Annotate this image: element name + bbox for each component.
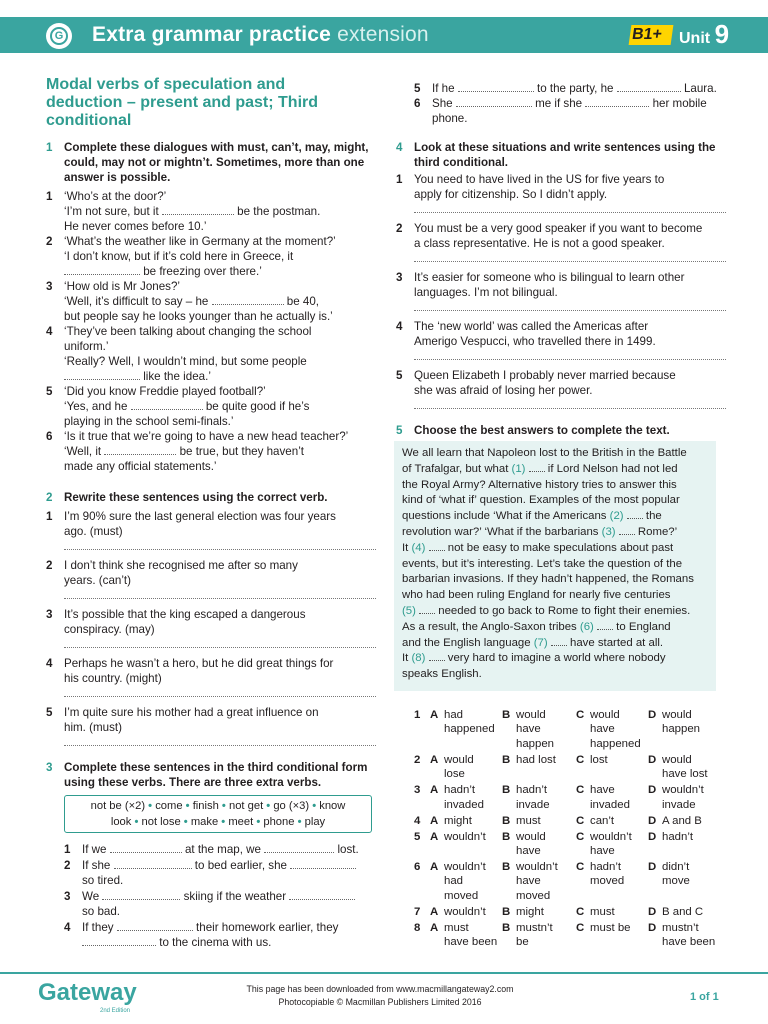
option-letter: B [502,905,511,918]
question-number: 8 [414,921,421,934]
page-header [0,17,768,53]
answer-row [396,814,736,830]
list-item [396,221,726,262]
item-line: to the cinema with us. [82,935,376,950]
text-line: We all learn that Napoleon lost to the British in the Battle [402,447,687,459]
exercise-number: 2 [46,491,53,504]
list-item [46,279,376,324]
item-number: 3 [396,271,403,284]
gap-number: (3) [601,525,616,538]
list-item [46,324,376,384]
question-number: 6 [414,860,421,873]
item-number: 6 [414,97,421,110]
option-text: lost [590,753,608,766]
item-line: so tired. [82,874,124,887]
item-number: 2 [46,559,53,572]
list-item [396,319,726,360]
option-text: hadn’t invaded [444,784,484,811]
exercise-3 [46,760,376,790]
exercise-4 [396,140,726,417]
item-line: conspiracy. (may) [64,623,155,636]
item-line: ‘Well, it be true, but they haven’t [64,445,304,458]
answer-line[interactable] [414,261,726,262]
option-letter: B [502,830,511,843]
verb-option: make [190,816,219,828]
option-letter: C [576,860,585,873]
option-text: had lost [516,753,556,766]
item-number: 4 [46,657,53,670]
title-main: Extra grammar practice [92,23,332,46]
exercise-instruction: Look at these situations and write sentences using the third conditional. [414,141,716,169]
list-item [46,384,376,429]
question-number: 4 [414,814,421,827]
answer-blank[interactable] [290,858,356,869]
item-line: ‘Really? Well, I wouldn’t mind, but some people [64,355,307,368]
gap-number: (6) [579,620,594,633]
item-line: Amerigo Vespucci, who travelled there in 1499. [414,335,656,348]
answer-blank[interactable] [456,96,532,107]
item-line: If we at the map, we lost. [82,843,359,856]
verb-option: phone [263,816,295,828]
option-letter: D [648,814,657,827]
text-line: (5) needed to go back to Rome to fight their enemies. [402,604,691,617]
copyright: Photocopiable © Macmillan Publishers Limited 2016 [278,997,482,1007]
item-line: ‘Who’s at the door?’ [64,190,167,203]
option-letter: B [502,784,511,797]
list-item [46,234,376,279]
answer-blank[interactable] [117,920,193,931]
unit-label: Unit 9 [679,19,730,49]
option-letter: A [430,921,439,934]
option-text: must have been [444,921,498,949]
item-line: I’m 90% sure the last general election was four years [64,510,336,523]
option-text: have invaded [590,784,630,811]
list-item [396,172,726,213]
option-text: would have lost [662,753,708,781]
option-letter: D [648,905,657,918]
answer-options [396,708,736,951]
answer-line[interactable] [64,745,376,746]
exercise-instruction: Choose the best answers to complete the text. [414,424,670,437]
text-line: revolution war?’ ‘What if the barbarians (3) Rome?’ [402,525,678,538]
list-item [46,509,376,550]
option-text: didn’t move [662,860,690,888]
answer-gap[interactable] [429,651,445,661]
answer-blank[interactable] [131,399,203,410]
exercise-number: 3 [46,761,53,774]
exercise-3-items-continued [414,81,724,126]
answer-line[interactable] [64,598,376,599]
answer-blank[interactable] [585,96,649,107]
answer-gap[interactable] [429,541,445,551]
verb-option: go (×3) [273,800,310,812]
answer-blank[interactable] [64,369,140,380]
answer-gap[interactable] [597,620,613,630]
text-line: events, but it’s interesting. Let’s take the question of the [402,557,683,570]
answer-line[interactable] [64,696,376,697]
item-line: be freezing over there.’ [64,264,376,279]
option-text: must [590,905,615,918]
option-text: would lose [444,753,474,781]
answer-blank[interactable] [102,889,180,900]
item-line: but people say he looks younger than he actually is.’ [64,310,333,323]
item-line: It’s easier for someone who is bilingual to learn other [414,271,685,284]
bullet-dot: • [145,800,156,812]
answer-blank[interactable] [264,842,334,853]
option-text: mustn’t be [516,921,553,949]
gap-number: (1) [511,462,526,475]
option-text: B and C [662,905,704,918]
option-letter: C [576,709,585,721]
footer-divider [0,972,768,974]
text-line: the Royal Army? Alternative history tries to answer this [402,478,677,491]
item-line: like the idea.’ [64,369,376,384]
item-line: We skiing if the weather [82,889,376,904]
item-line: I don’t think she recognised me after so many [64,559,298,572]
item-line: ‘I’m not sure, but it be the postman. [64,205,321,218]
footer-note [200,983,560,1009]
option-text: must [516,814,541,827]
answer-blank[interactable] [617,81,681,92]
item-line: languages. I’m not bilingual. [414,286,558,299]
option-letter: A [430,709,439,721]
item-line: years. (can’t) [64,574,132,587]
gateway-logo: Gateway [38,979,137,1006]
option-letter: C [576,753,585,766]
question-number: 5 [414,830,421,843]
item-number: 2 [396,222,403,235]
exercise-instruction: Complete these dialogues with must, can’t, may, might, could, may not or mightn’t. Sometimes, more than one answer is possible. [64,141,369,184]
text-line: and the English language (7) have started at all. [402,636,664,649]
verb-box [64,795,372,833]
option-letter: C [576,921,585,934]
page-number: 1 of 1 [690,991,719,1003]
item-line: a class representative. He is not a good speaker. [414,237,665,250]
bullet-dot: • [182,800,193,812]
item-line: If they their homework earlier, they [82,921,339,934]
item-line: You must be a very good speaker if you want to become [414,222,703,235]
item-line: made any official statements.’ [64,460,217,473]
option-letter: A [430,784,439,797]
answer-line[interactable] [64,647,376,648]
option-letter: D [648,753,657,766]
list-item [46,189,376,234]
bullet-dot: • [131,816,142,828]
option-text: wouldn’t [444,830,486,843]
item-number: 5 [396,369,403,382]
bullet-dot: • [263,800,274,812]
item-line: ago. (must) [64,525,123,538]
answer-blank[interactable] [82,935,156,946]
question-number: 7 [414,905,421,918]
item-line: If she to bed earlier, she [82,858,376,873]
option-letter: D [648,709,657,721]
title-extension: extension [337,23,429,46]
bullet-dot: • [218,816,229,828]
option-text: A and B [662,814,702,827]
answer-blank[interactable] [110,842,182,853]
item-number: 3 [46,608,53,621]
item-number: 6 [46,430,53,443]
section-title: Modal verbs of speculation and deduction – present and past; Third conditional [46,76,319,129]
option-text: wouldn’t invade [662,784,704,811]
item-line: she was afraid of losing her power. [414,384,593,397]
option-text: would have happen [516,709,555,750]
exercise-2 [46,490,376,754]
item-line: ‘They’ve been talking about changing the school [64,325,312,338]
item-line: If he to the party, he Laura. [432,82,717,95]
verb-option: finish [192,800,219,812]
download-note: This page has been downloaded from www.macmillangateway2.com [246,984,514,994]
bullet-dot: • [180,816,191,828]
answer-row [396,783,736,813]
option-text: would happen [662,709,701,736]
reading-text-box [394,441,716,691]
list-item [46,429,376,474]
answer-row [396,753,736,783]
option-letter: A [430,905,439,918]
list-item [64,889,376,919]
item-line: ‘Well, it’s difficult to say – he be 40, [64,295,320,308]
option-letter: A [430,753,439,766]
verb-option: come [155,800,183,812]
list-item [46,705,376,746]
option-text: might [516,905,544,918]
answer-line[interactable] [414,310,726,311]
option-text: had happened [444,709,495,736]
text-line: As a result, the Anglo-Saxon tribes (6) to England [402,620,671,633]
item-number: 4 [64,921,71,934]
option-text: must be [590,921,631,934]
item-line: ‘What’s the weather like in Germany at the moment?’ [64,235,336,248]
item-line: The ‘new world’ was called the Americas after [414,320,649,333]
option-letter: A [430,860,439,873]
answer-blank[interactable] [162,204,234,215]
question-number: 2 [414,753,421,766]
answer-gap[interactable] [419,604,435,614]
exercise-instruction: Rewrite these sentences using the correct verb. [64,491,328,504]
text-line: questions include ‘What if the Americans (2) the [402,510,662,523]
item-line: He never comes before 10.’ [64,220,207,233]
option-text: mustn’t have been [662,921,716,949]
item-number: 1 [46,190,53,203]
text-line: who had been ruling England for nearly five centuries [402,589,671,602]
verb-option: not lose [141,816,181,828]
unit-number: 9 [714,19,730,49]
list-item [414,81,724,96]
list-item [64,842,376,857]
option-letter: D [648,921,657,934]
exercise-1 [46,140,376,474]
item-number: 3 [46,280,53,293]
option-text: wouldn’t had moved [444,860,486,902]
answer-row [396,860,736,905]
question-number: 3 [414,784,421,797]
exercise-number: 5 [396,424,403,437]
answer-line[interactable] [414,359,726,360]
level-badge: B1+ [629,25,674,45]
verb-option: play [304,816,326,828]
option-text: can’t [590,814,615,827]
gap-number: (5) [402,604,416,617]
text-line: It (4) not be easy to make speculations about past [402,541,674,554]
grammar-logo-icon: G [46,23,72,49]
bullet-dot: • [218,800,229,812]
option-letter: D [648,784,657,797]
text-line: kind of ‘what if’ question. Examples of the most popular [402,494,680,507]
item-line: uniform.’ [64,340,109,353]
item-line: him. (must) [64,721,122,734]
option-text: might [444,814,472,827]
option-text: hadn’t invade [516,784,550,811]
option-text: would have happened [590,709,641,750]
gap-number: (2) [609,510,624,523]
answer-gap[interactable] [619,525,635,535]
item-line: Queen Elizabeth I probably never married because [414,369,676,382]
answer-row [396,905,736,921]
item-number: 5 [414,82,421,95]
item-line: playing in the school semi-finals.’ [64,415,234,428]
list-item [64,858,376,888]
question-number: 1 [414,709,421,721]
option-letter: A [430,814,439,827]
option-letter: B [502,753,511,766]
verb-option: look [110,816,132,828]
list-item [64,920,376,950]
option-letter: C [576,784,585,797]
item-line: so bad. [82,905,121,918]
option-text: wouldn’t have [590,830,632,857]
bullet-dot: • [309,800,320,812]
item-line: She me if she her mobile [432,97,707,110]
item-line: It’s possible that the king escaped a dangerous [64,608,306,621]
item-line: phone. [432,112,468,125]
option-text: would have [516,830,546,857]
option-text: hadn’t [662,830,694,843]
answer-line[interactable] [414,408,726,409]
answer-blank[interactable] [458,81,534,92]
gap-number: (4) [411,541,426,554]
answer-blank[interactable] [114,858,192,869]
item-number: 4 [46,325,53,338]
item-line: Perhaps he wasn’t a hero, but he did great things for [64,657,334,670]
text-line: barbarian invasions. If they hadn’t happened, the Romans [402,573,694,586]
exercise-3-items [64,842,376,951]
option-letter: B [502,860,511,873]
option-letter: B [502,814,511,827]
exercise-number: 1 [46,141,53,154]
exercise-5 [396,423,726,438]
verb-option: meet [228,816,254,828]
item-number: 1 [396,173,403,186]
bullet-dot: • [253,816,264,828]
option-letter: B [502,921,511,934]
list-item [396,270,726,311]
text-line: of Trafalgar, but what (1) if Lord Nelson had not led [402,462,678,475]
gap-number: (7) [533,636,548,649]
item-line: I’m quite sure his mother had a great influence on [64,706,319,719]
item-line: ‘Did you know Freddie played football?’ [64,385,266,398]
text-line: It (8) very hard to imagine a world where nobody [402,652,666,665]
item-number: 5 [46,385,53,398]
item-number: 3 [64,890,71,903]
list-item [46,558,376,599]
item-line: You need to have lived in the US for five years to [414,173,665,186]
item-line: apply for citizenship. So I didn’t apply. [414,188,608,201]
answer-gap[interactable] [551,636,567,646]
option-letter: C [576,830,585,843]
answer-row [396,921,736,951]
bullet-dot: • [294,816,305,828]
item-number: 1 [46,510,53,523]
gap-number: (8) [411,652,426,665]
option-letter: C [576,905,585,918]
option-letter: D [648,860,657,873]
list-item [46,607,376,648]
list-item [46,656,376,697]
item-line: ‘I don’t know, but if it’s cold here in Greece, it [64,250,294,263]
item-number: 2 [64,859,71,872]
answer-blank[interactable] [104,444,176,455]
item-line: his country. (might) [64,672,162,685]
answer-blank[interactable] [289,889,355,900]
exercise-number: 4 [396,141,403,154]
item-number: 2 [46,235,53,248]
item-line: ‘How old is Mr Jones?’ [64,280,180,293]
list-item [414,96,724,126]
verb-option: not be (×2) [90,800,146,812]
page-title [92,23,429,47]
verb-option: not get [228,800,264,812]
item-number: 4 [396,320,403,333]
option-letter: D [648,830,657,843]
option-letter: A [430,830,439,843]
item-number: 1 [64,843,71,856]
item-line: ‘Yes, and he be quite good if he’s [64,400,310,413]
answer-row [396,708,736,753]
item-number: 5 [46,706,53,719]
option-letter: C [576,814,585,827]
option-text: hadn’t moved [590,860,625,888]
verb-option: know [319,800,346,812]
edition-mark: 2nd Edition [100,1008,131,1014]
list-item [396,368,726,409]
answer-gap[interactable] [529,462,545,472]
option-text: wouldn’t [444,905,486,918]
item-line: ‘Is it true that we’re going to have a new head teacher?’ [64,430,349,443]
answer-line[interactable] [64,549,376,550]
answer-gap[interactable] [627,509,643,519]
exercise-instruction: Complete these sentences in the third conditional form using these verbs. There are three extra verbs. [64,761,368,789]
option-text: wouldn’t have moved [516,860,558,902]
answer-blank[interactable] [64,264,140,275]
answer-line[interactable] [414,212,726,213]
answer-row [396,830,736,860]
text-line: speaks English. [402,668,482,681]
answer-blank[interactable] [212,294,284,305]
option-letter: B [502,709,511,721]
